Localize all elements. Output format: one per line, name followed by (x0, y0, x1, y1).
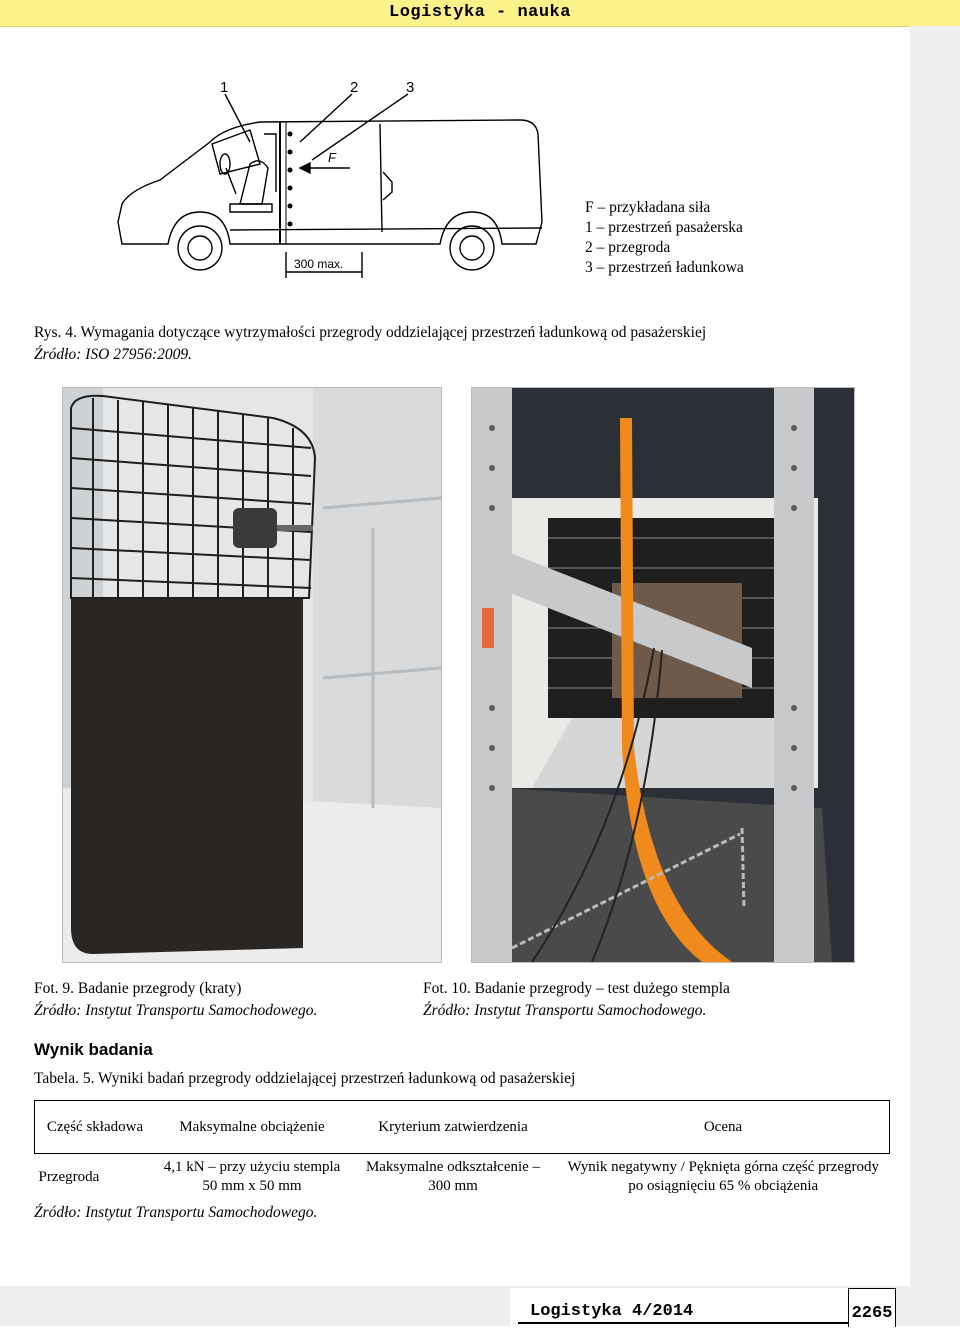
header-load: Maksymalne obciążenie (155, 1101, 349, 1154)
photo9-source: Źródło: Instytut Transportu Samochodowego. (34, 1002, 318, 1019)
legend-item: F – przykładana siła (585, 199, 711, 216)
label-dimension: 300 max. (294, 257, 344, 271)
test-frame-right (774, 388, 814, 962)
figure4-caption: Rys. 4. Wymagania dotyczące wytrzymałości przegrody oddzielającej przestrzeń ładunkową od pasażerskiej (34, 324, 707, 341)
cell-load: 4,1 kN – przy użyciu stempla 50 mm x 50 mm (155, 1154, 349, 1201)
table-source: Źródło: Instytut Transportu Samochodowego. (34, 1204, 318, 1221)
label-2: 2 (350, 79, 359, 96)
table-title: Tabela. 5. Wyniki badań przegrody oddzielającej przestrzeń ładunkową od pasażerskiej (34, 1070, 576, 1087)
van-diagram (100, 72, 560, 294)
photo10-source: Źródło: Instytut Transportu Samochodowego. (423, 1002, 707, 1019)
label-3: 3 (406, 79, 415, 96)
figure4-source: Źródło: ISO 27956:2009. (34, 346, 193, 363)
footer-journal: Logistyka 4/2014 (530, 1302, 694, 1321)
page-number: 2265 (848, 1288, 896, 1327)
header-title: Logistyka - nauka (389, 3, 571, 22)
test-frame-left (472, 388, 512, 962)
photo-large-stamp-test (471, 387, 855, 963)
van-body-outline (118, 120, 542, 244)
legend-item: 3 – przestrzeń ładunkowa (585, 259, 744, 276)
photo9-caption: Fot. 9. Badanie przegrody (kraty) (34, 980, 242, 997)
figure4-caption-block (34, 322, 706, 366)
results-table (34, 1100, 890, 1200)
section-heading: Wynik badania (34, 1040, 153, 1059)
header-assessment: Ocena (557, 1101, 890, 1154)
photo10-caption: Fot. 10. Badanie przegrody – test dużego stempla (423, 980, 730, 997)
cell-part: Przegroda (35, 1154, 156, 1201)
label-force: F (328, 150, 336, 165)
cell-assessment: Wynik negatywny / Pęknięta górna część przegrody po osiągnięciu 65 % obciążenia (557, 1154, 890, 1201)
front-wheel (178, 226, 222, 270)
footer-rule (518, 1322, 848, 1324)
header-bar (0, 0, 960, 27)
figure-legend (585, 198, 744, 278)
cell-criterion: Maksymalne odkształcenie – 300 mm (349, 1154, 557, 1201)
label-1: 1 (220, 79, 229, 96)
rear-wheel (450, 226, 494, 270)
legend-item: 1 – przestrzeń pasażerska (585, 219, 743, 236)
right-gutter (910, 26, 960, 1326)
partition-panel (71, 598, 303, 954)
photo10-caption-block (423, 978, 730, 1022)
legend-item: 2 – przegroda (585, 239, 671, 256)
photo9-caption-block (34, 978, 317, 1022)
header-part: Część składowa (35, 1101, 156, 1154)
table-header-row (35, 1101, 890, 1154)
photo-partition-grid (62, 387, 442, 963)
table-row (35, 1154, 890, 1201)
header-criterion: Kryterium zatwierdzenia (349, 1101, 557, 1154)
